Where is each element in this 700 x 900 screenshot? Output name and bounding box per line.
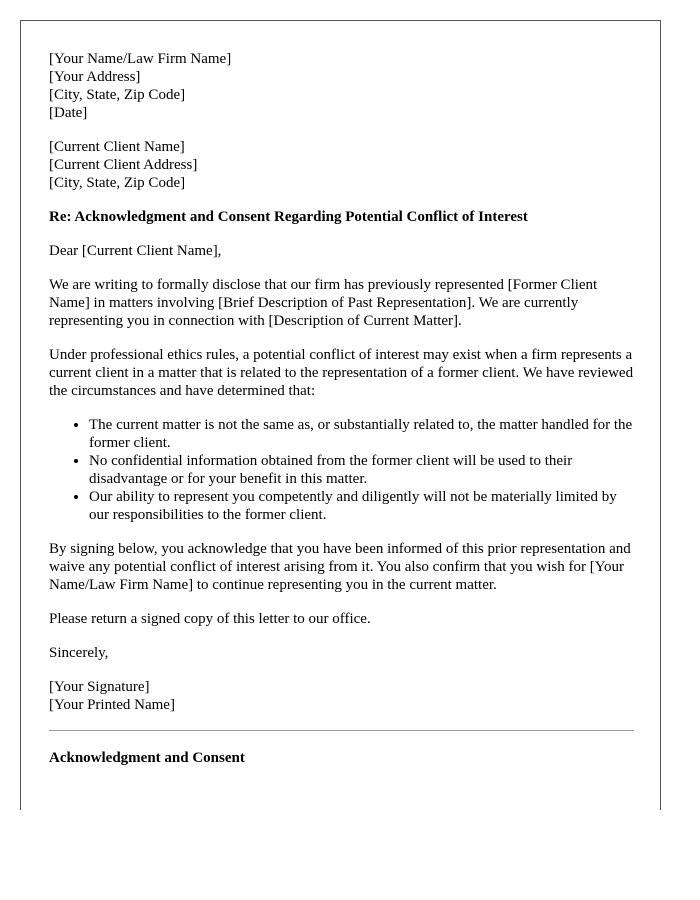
- determinations-list: [49, 416, 634, 524]
- sender-name: [Your Name/Law Firm Name]: [49, 51, 232, 67]
- recipient-name: [Current Client Name]: [49, 139, 185, 155]
- section-divider: [49, 730, 634, 731]
- printed-name: [Your Printed Name]: [49, 697, 175, 713]
- closing: Sincerely,: [49, 645, 109, 661]
- determination-item: • Our ability to represent you competently and diligently will not be materially limited by our responsibilities to the former client.: [89, 488, 634, 524]
- consent-heading: Acknowledgment and Consent: [49, 750, 245, 766]
- sender-block: [49, 50, 634, 122]
- ethics-paragraph: Under professional ethics rules, a potential conflict of interest may exist when a firm represents a current client in a matter that is related to the representation of a former client. We have reviewed the circumstances and have determined that:: [49, 347, 634, 399]
- recipient-city: [City, State, Zip Code]: [49, 175, 186, 191]
- disclosure-paragraph: We are writing to formally disclose that our firm has previously represented [Former Client Name] in matters involving [Brief Description of Past Representation]. We are currently representing you in connection with [Description of Current Matter].: [49, 277, 598, 329]
- subject-line: Re: Acknowledgment and Consent Regarding Potential Conflict of Interest: [49, 209, 528, 225]
- letter-date: [Date]: [49, 105, 88, 121]
- letter-page: [20, 20, 661, 810]
- signature-line: [Your Signature]: [49, 679, 150, 695]
- sender-city: [City, State, Zip Code]: [49, 87, 186, 103]
- acknowledgment-paragraph: By signing below, you acknowledge that you have been informed of this prior representation and waive any potential conflict of interest arising from it. You also confirm that you wish for [Your Name/Law Firm Name] to continue representing you in the current matter.: [49, 541, 631, 593]
- recipient-address: [Current Client Address]: [49, 157, 198, 173]
- salutation: Dear [Current Client Name],: [49, 243, 222, 259]
- sender-address: [Your Address]: [49, 69, 141, 85]
- determination-item: • No confidential information obtained from the former client will be used to their disadvantage or for your benefit in this matter.: [89, 452, 634, 488]
- determination-item: • The current matter is not the same as, or substantially related to, the matter handled for the former client.: [89, 416, 634, 452]
- return-instruction: Please return a signed copy of this letter to our office.: [49, 611, 371, 627]
- signature-block: [49, 678, 634, 714]
- letter-body: [49, 50, 634, 767]
- recipient-block: [49, 138, 634, 192]
